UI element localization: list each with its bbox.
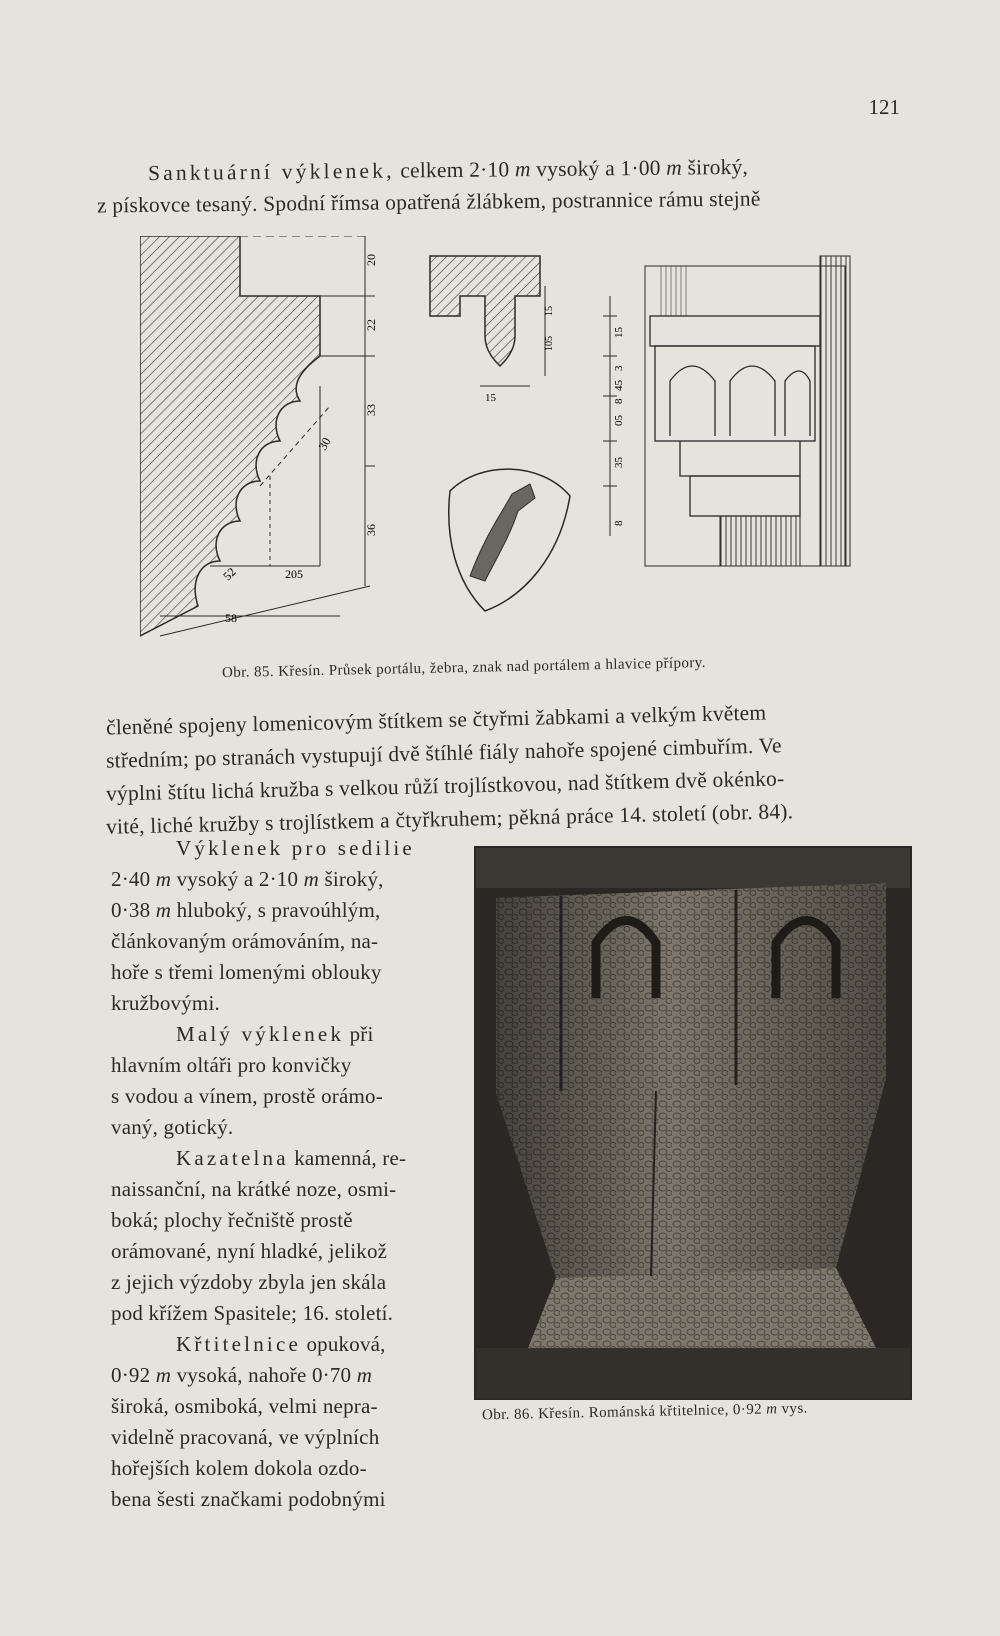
intro-line-2: z pískovce tesaný. Spodní římsa opatřená žlábkem, postrannice rámu stejně	[96, 186, 761, 218]
column-line: orámované, nyní hladké, jelikož	[111, 1239, 388, 1263]
dim-label: 35	[613, 457, 625, 468]
rib-section-drawing	[430, 256, 555, 404]
intro-line-1: Sanktuární výklenek, celkem 2·10 m vysoký a 1·00 m široký,	[147, 154, 749, 186]
paragraph-line: vité, liché kružby s trojlístkem a čtyřkruhem; pěkná práce 14. století (obr. 84).	[105, 799, 794, 839]
dim-label: 36	[364, 524, 378, 536]
column-line: bena šesti značkami podobnými	[111, 1487, 386, 1511]
column-line: široká, osmiboká, velmi nepra-	[111, 1394, 378, 1418]
column-line: videlně pracovaná, ve výplních	[111, 1425, 380, 1449]
column-line: hlavním oltáři pro konvičky	[111, 1053, 352, 1077]
column-line: boká; plochy řečniště prostě	[111, 1208, 353, 1232]
column-line: naissanční, na krátké noze, osmi-	[111, 1177, 397, 1201]
heading-sanktuarni: Sanktuární výklenek,	[147, 158, 395, 186]
heading-maly-vyklenek: Malý výklenek při	[176, 1022, 374, 1046]
paragraph-line: výplni štítu lichá kružba s velkou růží trojlístkovou, nad štítkem dvě okénko-	[105, 766, 785, 806]
dim-label: 8	[613, 520, 625, 526]
dim-label: 20	[364, 254, 378, 266]
column-line: pod křížem Spasitele; 16. století.	[111, 1301, 394, 1325]
figure-86-photo	[474, 846, 912, 1400]
page-number: 121	[868, 95, 900, 119]
figure-86-caption: Obr. 86. Křesín. Románská křtitelnice, 0·92 m vys.	[481, 1400, 808, 1424]
dim-label: 205	[285, 567, 303, 581]
column-line: z jejich výzdoby zbyla jen skála	[111, 1270, 387, 1294]
dim-label: 33	[364, 404, 378, 416]
dim-label: 15	[613, 327, 625, 338]
column-line: vaný, gotický.	[111, 1115, 234, 1139]
dim-label: 3	[613, 365, 625, 371]
capital-dimension-scale	[603, 296, 625, 536]
column-line: článkovaným orámováním, na-	[111, 929, 379, 953]
heading-vyklenek-sedilie: Výklenek pro sedilie	[176, 836, 415, 860]
paragraph-line: členěné spojeny lomenicovým štítkem se čtyřmi žabkami a velkým květem	[105, 700, 767, 740]
heading-krtitelnice: Křtitelnice opuková,	[176, 1332, 386, 1356]
baptismal-font-image	[476, 848, 910, 1398]
dim-label: 15	[544, 306, 555, 316]
heading-kazatelna: Kazatelna kamenná, re-	[176, 1146, 407, 1170]
capital-drawing	[645, 256, 850, 566]
paragraph-line: středním; po stranách vystupují dvě štíhlé fiály nahoře spojené cimbuřím. Ve	[105, 733, 782, 773]
column-line: kružbovými.	[111, 991, 220, 1015]
dim-label: 105	[544, 336, 555, 351]
dim-label: 45	[613, 380, 625, 391]
portal-section-drawing	[140, 236, 378, 636]
column-line: 0·38 m hluboký, s pravoúhlým,	[111, 898, 381, 922]
figure-85-caption: Obr. 85. Křesín. Průsek portálu, žebra, znak nad portálem a hlavice přípory.	[221, 654, 706, 682]
dim-label: 30	[315, 435, 334, 453]
column-line: 0·92 m vysoká, nahoře 0·70 m	[111, 1363, 373, 1387]
dim-label: 52	[220, 564, 239, 584]
dim-label: 22	[364, 319, 378, 331]
dim-label: 15	[485, 392, 496, 404]
dim-label: 05	[613, 415, 625, 426]
figure-85-drawings	[140, 236, 900, 656]
column-line: s vodou a vínem, prostě orámo-	[111, 1084, 383, 1108]
column-line: hoře s třemi lomenými oblouky	[111, 960, 382, 984]
coat-of-arms-drawing	[449, 469, 570, 611]
dim-label: 8	[613, 398, 625, 404]
column-line: 2·40 m vysoký a 2·10 m široký,	[111, 867, 384, 891]
column-line: hořejších kolem dokola ozdo-	[111, 1456, 367, 1480]
dim-label: 58	[225, 611, 237, 625]
